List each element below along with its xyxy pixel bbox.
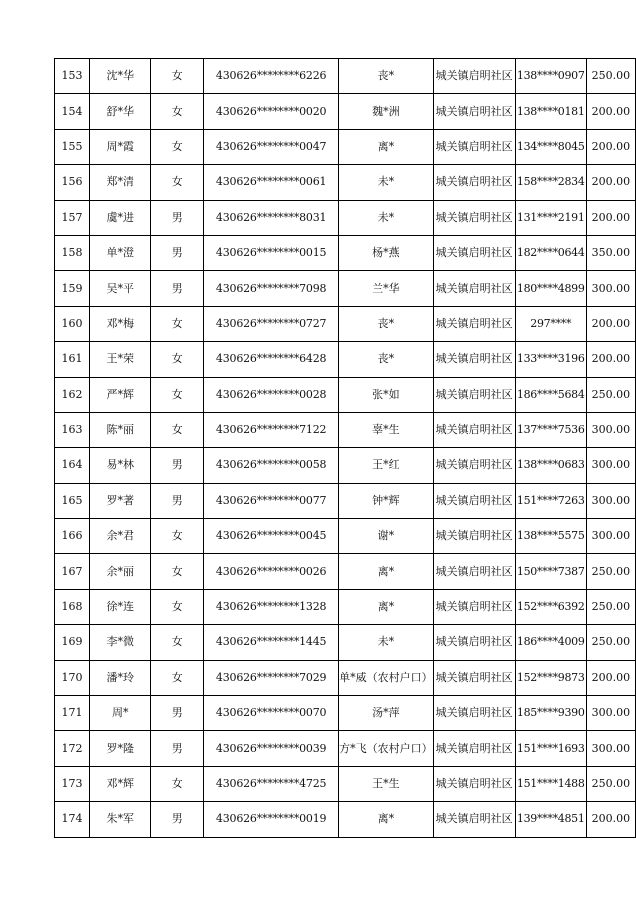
row-number-cell: 158 [55,235,90,270]
row-number-cell: 162 [55,377,90,412]
table-row [55,129,636,164]
person-name-cell: 单*澄 [90,235,151,270]
relation-name-cell: 丧* [339,342,434,377]
gender-cell: 女 [151,412,204,447]
amount-cell: 300.00 [586,448,635,483]
row-number-cell: 169 [55,625,90,660]
address-cell: 城关镇启明社区 [433,306,515,341]
row-number-cell: 153 [55,59,90,94]
amount-cell: 300.00 [586,483,635,518]
address-cell: 城关镇启明社区 [433,448,515,483]
phone-number-cell: 139****4851 [515,802,586,837]
gender-cell: 男 [151,731,204,766]
table-row [55,235,636,270]
relation-name-cell: 王*生 [339,766,434,801]
relation-name-cell: 丧* [339,306,434,341]
address-cell: 城关镇启明社区 [433,377,515,412]
beneficiary-table [54,58,636,838]
table-row [55,802,636,837]
amount-cell: 250.00 [586,59,635,94]
gender-cell: 女 [151,165,204,200]
address-cell: 城关镇启明社区 [433,554,515,589]
relation-name-cell: 兰*华 [339,271,434,306]
amount-cell: 200.00 [586,802,635,837]
id-number-cell: 430626********0070 [204,696,339,731]
row-number-cell: 155 [55,129,90,164]
table-body [55,59,636,838]
person-name-cell: 陈*丽 [90,412,151,447]
row-number-cell: 173 [55,766,90,801]
person-name-cell: 徐*连 [90,589,151,624]
address-cell: 城关镇启明社区 [433,660,515,695]
relation-name-cell: 钟*辉 [339,483,434,518]
row-number-cell: 154 [55,94,90,129]
gender-cell: 女 [151,129,204,164]
address-cell: 城关镇启明社区 [433,589,515,624]
gender-cell: 男 [151,448,204,483]
phone-number-cell: 186****4009 [515,625,586,660]
row-number-cell: 171 [55,696,90,731]
row-number-cell: 168 [55,589,90,624]
gender-cell: 女 [151,766,204,801]
relation-name-cell: 魏*洲 [339,94,434,129]
phone-number-cell: 158****2834 [515,165,586,200]
table-row [55,165,636,200]
person-name-cell: 虞*进 [90,200,151,235]
gender-cell: 女 [151,377,204,412]
amount-cell: 250.00 [586,377,635,412]
address-cell: 城关镇启明社区 [433,696,515,731]
id-number-cell: 430626********0015 [204,235,339,270]
id-number-cell: 430626********1328 [204,589,339,624]
row-number-cell: 170 [55,660,90,695]
id-number-cell: 430626********7098 [204,271,339,306]
relation-name-cell: 杨*燕 [339,235,434,270]
phone-number-cell: 138****0181 [515,94,586,129]
row-number-cell: 167 [55,554,90,589]
gender-cell: 女 [151,342,204,377]
id-number-cell: 430626********7029 [204,660,339,695]
address-cell: 城关镇启明社区 [433,519,515,554]
amount-cell: 200.00 [586,165,635,200]
person-name-cell: 周* [90,696,151,731]
gender-cell: 男 [151,235,204,270]
gender-cell: 男 [151,696,204,731]
phone-number-cell: 152****6392 [515,589,586,624]
address-cell: 城关镇启明社区 [433,766,515,801]
id-number-cell: 430626********0026 [204,554,339,589]
relation-name-cell: 离* [339,589,434,624]
table-row [55,660,636,695]
address-cell: 城关镇启明社区 [433,235,515,270]
table-row [55,306,636,341]
gender-cell: 男 [151,271,204,306]
table-row [55,377,636,412]
relation-name-cell: 未* [339,200,434,235]
amount-cell: 200.00 [586,306,635,341]
id-number-cell: 430626********0727 [204,306,339,341]
id-number-cell: 430626********0045 [204,519,339,554]
person-name-cell: 郑*清 [90,165,151,200]
address-cell: 城关镇启明社区 [433,94,515,129]
phone-number-cell: 185****9390 [515,696,586,731]
table-row [55,696,636,731]
gender-cell: 男 [151,200,204,235]
gender-cell: 女 [151,554,204,589]
phone-number-cell: 180****4899 [515,271,586,306]
relation-name-cell: 单*威（农村户口） [339,660,434,695]
phone-number-cell: 138****0907 [515,59,586,94]
person-name-cell: 周*霞 [90,129,151,164]
id-number-cell: 430626********0039 [204,731,339,766]
id-number-cell: 430626********0047 [204,129,339,164]
table-row [55,412,636,447]
gender-cell: 女 [151,660,204,695]
gender-cell: 女 [151,625,204,660]
amount-cell: 300.00 [586,731,635,766]
person-name-cell: 邓*辉 [90,766,151,801]
table-row [55,519,636,554]
address-cell: 城关镇启明社区 [433,802,515,837]
address-cell: 城关镇启明社区 [433,271,515,306]
relation-name-cell: 辜*生 [339,412,434,447]
person-name-cell: 罗*著 [90,483,151,518]
table-row [55,59,636,94]
gender-cell: 女 [151,94,204,129]
table-row [55,483,636,518]
id-number-cell: 430626********6428 [204,342,339,377]
id-number-cell: 430626********0028 [204,377,339,412]
person-name-cell: 舒*华 [90,94,151,129]
address-cell: 城关镇启明社区 [433,342,515,377]
amount-cell: 300.00 [586,412,635,447]
phone-number-cell: 152****9873 [515,660,586,695]
phone-number-cell: 133****3196 [515,342,586,377]
relation-name-cell: 未* [339,165,434,200]
amount-cell: 200.00 [586,94,635,129]
row-number-cell: 160 [55,306,90,341]
table-row [55,271,636,306]
gender-cell: 女 [151,59,204,94]
id-number-cell: 430626********0077 [204,483,339,518]
relation-name-cell: 王*红 [339,448,434,483]
person-name-cell: 邓*梅 [90,306,151,341]
relation-name-cell: 方*飞（农村户口） [339,731,434,766]
relation-name-cell: 丧* [339,59,434,94]
relation-name-cell: 张*如 [339,377,434,412]
row-number-cell: 157 [55,200,90,235]
id-number-cell: 430626********7122 [204,412,339,447]
gender-cell: 男 [151,483,204,518]
gender-cell: 女 [151,589,204,624]
person-name-cell: 朱*军 [90,802,151,837]
phone-number-cell: 151****7263 [515,483,586,518]
person-name-cell: 余*丽 [90,554,151,589]
person-name-cell: 王*荣 [90,342,151,377]
phone-number-cell: 186****5684 [515,377,586,412]
row-number-cell: 164 [55,448,90,483]
amount-cell: 200.00 [586,129,635,164]
address-cell: 城关镇启明社区 [433,731,515,766]
address-cell: 城关镇启明社区 [433,165,515,200]
address-cell: 城关镇启明社区 [433,59,515,94]
id-number-cell: 430626********4725 [204,766,339,801]
person-name-cell: 罗*隆 [90,731,151,766]
amount-cell: 250.00 [586,589,635,624]
phone-number-cell: 151****1693 [515,731,586,766]
address-cell: 城关镇启明社区 [433,129,515,164]
id-number-cell: 430626********0019 [204,802,339,837]
id-number-cell: 430626********6226 [204,59,339,94]
amount-cell: 200.00 [586,342,635,377]
amount-cell: 300.00 [586,519,635,554]
id-number-cell: 430626********8031 [204,200,339,235]
table-row [55,448,636,483]
address-cell: 城关镇启明社区 [433,412,515,447]
address-cell: 城关镇启明社区 [433,625,515,660]
id-number-cell: 430626********1445 [204,625,339,660]
relation-name-cell: 离* [339,554,434,589]
amount-cell: 250.00 [586,625,635,660]
phone-number-cell: 297**** [515,306,586,341]
relation-name-cell: 离* [339,802,434,837]
row-number-cell: 156 [55,165,90,200]
row-number-cell: 165 [55,483,90,518]
table-row [55,766,636,801]
gender-cell: 女 [151,306,204,341]
row-number-cell: 174 [55,802,90,837]
person-name-cell: 易*林 [90,448,151,483]
amount-cell: 350.00 [586,235,635,270]
gender-cell: 男 [151,802,204,837]
amount-cell: 250.00 [586,766,635,801]
id-number-cell: 430626********0058 [204,448,339,483]
person-name-cell: 李*微 [90,625,151,660]
phone-number-cell: 182****0644 [515,235,586,270]
phone-number-cell: 131****2191 [515,200,586,235]
phone-number-cell: 134****8045 [515,129,586,164]
table-row [55,200,636,235]
row-number-cell: 163 [55,412,90,447]
person-name-cell: 严*辉 [90,377,151,412]
row-number-cell: 161 [55,342,90,377]
table-row [55,625,636,660]
relation-name-cell: 未* [339,625,434,660]
phone-number-cell: 138****0683 [515,448,586,483]
relation-name-cell: 谢* [339,519,434,554]
table-row [55,589,636,624]
relation-name-cell: 离* [339,129,434,164]
amount-cell: 250.00 [586,554,635,589]
row-number-cell: 172 [55,731,90,766]
gender-cell: 女 [151,519,204,554]
table-row [55,342,636,377]
table-row [55,554,636,589]
person-name-cell: 潘*玲 [90,660,151,695]
phone-number-cell: 137****7536 [515,412,586,447]
table-row [55,94,636,129]
address-cell: 城关镇启明社区 [433,200,515,235]
amount-cell: 300.00 [586,271,635,306]
id-number-cell: 430626********0061 [204,165,339,200]
row-number-cell: 159 [55,271,90,306]
person-name-cell: 吴*平 [90,271,151,306]
table-row [55,731,636,766]
amount-cell: 200.00 [586,200,635,235]
person-name-cell: 余*君 [90,519,151,554]
phone-number-cell: 138****5575 [515,519,586,554]
person-name-cell: 沈*华 [90,59,151,94]
amount-cell: 300.00 [586,696,635,731]
phone-number-cell: 151****1488 [515,766,586,801]
row-number-cell: 166 [55,519,90,554]
amount-cell: 200.00 [586,660,635,695]
relation-name-cell: 汤*萍 [339,696,434,731]
address-cell: 城关镇启明社区 [433,483,515,518]
phone-number-cell: 150****7387 [515,554,586,589]
id-number-cell: 430626********0020 [204,94,339,129]
